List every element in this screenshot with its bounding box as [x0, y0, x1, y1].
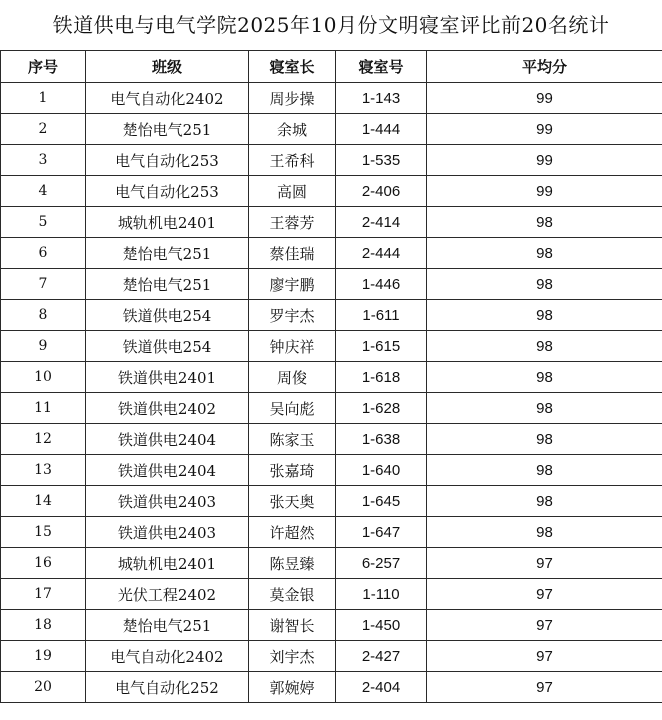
cell-leader: 罗宇杰	[249, 300, 336, 331]
table-row	[1, 579, 662, 610]
cell-leader: 张嘉琦	[249, 455, 336, 486]
cell-score: 98	[427, 269, 662, 300]
table-header	[1, 51, 662, 83]
cell-index: 20	[1, 672, 86, 703]
cell-room: 1-444	[336, 114, 427, 145]
cell-class: 楚怡电气251	[86, 610, 249, 641]
cell-room: 1-611	[336, 300, 427, 331]
cell-score: 97	[427, 548, 662, 579]
table-body	[1, 83, 662, 703]
cell-class: 电气自动化2402	[86, 83, 249, 114]
cell-class: 楚怡电气251	[86, 114, 249, 145]
cell-leader: 钟庆祥	[249, 331, 336, 362]
table-row	[1, 269, 662, 300]
cell-index: 13	[1, 455, 86, 486]
cell-index: 14	[1, 486, 86, 517]
table-row	[1, 114, 662, 145]
table-row	[1, 517, 662, 548]
cell-room: 1-628	[336, 393, 427, 424]
cell-score: 98	[427, 331, 662, 362]
cell-room: 1-618	[336, 362, 427, 393]
cell-room: 2-427	[336, 641, 427, 672]
cell-score: 99	[427, 145, 662, 176]
cell-score: 98	[427, 300, 662, 331]
cell-score: 98	[427, 207, 662, 238]
table-row	[1, 331, 662, 362]
cell-class: 城轨机电2401	[86, 548, 249, 579]
cell-room: 1-638	[336, 424, 427, 455]
cell-class: 楚怡电气251	[86, 269, 249, 300]
cell-score: 97	[427, 610, 662, 641]
table-row	[1, 393, 662, 424]
cell-index: 3	[1, 145, 86, 176]
cell-class: 楚怡电气251	[86, 238, 249, 269]
cell-leader: 王希科	[249, 145, 336, 176]
cell-class: 铁道供电254	[86, 331, 249, 362]
cell-score: 98	[427, 424, 662, 455]
header-room: 寝室号	[336, 51, 427, 83]
table-row	[1, 238, 662, 269]
table-row	[1, 145, 662, 176]
table-row	[1, 176, 662, 207]
cell-leader: 王蓉芳	[249, 207, 336, 238]
cell-index: 16	[1, 548, 86, 579]
cell-leader: 张天奥	[249, 486, 336, 517]
cell-class: 电气自动化252	[86, 672, 249, 703]
header-score: 平均分	[427, 51, 662, 83]
cell-score: 97	[427, 641, 662, 672]
cell-index: 19	[1, 641, 86, 672]
cell-room: 6-257	[336, 548, 427, 579]
cell-class: 电气自动化253	[86, 176, 249, 207]
table-row	[1, 300, 662, 331]
cell-room: 1-110	[336, 579, 427, 610]
cell-class: 铁道供电254	[86, 300, 249, 331]
cell-leader: 吴向彪	[249, 393, 336, 424]
cell-room: 1-450	[336, 610, 427, 641]
table-row	[1, 362, 662, 393]
cell-leader: 许超然	[249, 517, 336, 548]
ranking-table	[0, 50, 662, 703]
cell-room: 1-446	[336, 269, 427, 300]
header-class: 班级	[86, 51, 249, 83]
page-title: 铁道供电与电气学院2025年10月份文明寝室评比前20名统计	[52, 13, 610, 37]
cell-class: 铁道供电2403	[86, 486, 249, 517]
table-row	[1, 83, 662, 114]
cell-leader: 蔡佳瑞	[249, 238, 336, 269]
cell-class: 电气自动化2402	[86, 641, 249, 672]
cell-index: 10	[1, 362, 86, 393]
cell-index: 12	[1, 424, 86, 455]
cell-score: 99	[427, 83, 662, 114]
cell-leader: 陈昱臻	[249, 548, 336, 579]
cell-class: 铁道供电2404	[86, 424, 249, 455]
table-row	[1, 424, 662, 455]
cell-score: 98	[427, 238, 662, 269]
cell-index: 5	[1, 207, 86, 238]
cell-leader: 陈家玉	[249, 424, 336, 455]
table-row	[1, 207, 662, 238]
cell-index: 17	[1, 579, 86, 610]
cell-leader: 莫金银	[249, 579, 336, 610]
cell-room: 2-444	[336, 238, 427, 269]
cell-leader: 刘宇杰	[249, 641, 336, 672]
cell-class: 城轨机电2401	[86, 207, 249, 238]
cell-room: 1-640	[336, 455, 427, 486]
cell-index: 11	[1, 393, 86, 424]
cell-index: 2	[1, 114, 86, 145]
cell-leader: 周俊	[249, 362, 336, 393]
cell-index: 1	[1, 83, 86, 114]
cell-class: 铁道供电2402	[86, 393, 249, 424]
cell-score: 98	[427, 455, 662, 486]
table-row	[1, 455, 662, 486]
cell-score: 98	[427, 517, 662, 548]
cell-leader: 余城	[249, 114, 336, 145]
cell-room: 2-406	[336, 176, 427, 207]
cell-room: 2-414	[336, 207, 427, 238]
cell-class: 铁道供电2401	[86, 362, 249, 393]
header-row	[1, 51, 662, 83]
cell-room: 1-535	[336, 145, 427, 176]
table-row	[1, 610, 662, 641]
cell-room: 2-404	[336, 672, 427, 703]
cell-room: 1-647	[336, 517, 427, 548]
cell-index: 15	[1, 517, 86, 548]
cell-score: 97	[427, 579, 662, 610]
cell-index: 4	[1, 176, 86, 207]
cell-leader: 廖宇鹏	[249, 269, 336, 300]
table-row	[1, 641, 662, 672]
cell-index: 8	[1, 300, 86, 331]
cell-index: 9	[1, 331, 86, 362]
cell-score: 98	[427, 486, 662, 517]
cell-leader: 高圆	[249, 176, 336, 207]
cell-index: 7	[1, 269, 86, 300]
cell-leader: 郭婉婷	[249, 672, 336, 703]
cell-leader: 周步操	[249, 83, 336, 114]
cell-class: 铁道供电2403	[86, 517, 249, 548]
cell-score: 99	[427, 176, 662, 207]
cell-index: 6	[1, 238, 86, 269]
table-row	[1, 548, 662, 579]
cell-class: 光伏工程2402	[86, 579, 249, 610]
table-row	[1, 486, 662, 517]
cell-score: 98	[427, 393, 662, 424]
cell-room: 1-143	[336, 83, 427, 114]
cell-score: 98	[427, 362, 662, 393]
cell-room: 1-645	[336, 486, 427, 517]
cell-leader: 谢智长	[249, 610, 336, 641]
table-row	[1, 672, 662, 703]
header-index: 序号	[1, 51, 86, 83]
cell-class: 铁道供电2404	[86, 455, 249, 486]
cell-class: 电气自动化253	[86, 145, 249, 176]
cell-score: 97	[427, 672, 662, 703]
cell-score: 99	[427, 114, 662, 145]
cell-room: 1-615	[336, 331, 427, 362]
cell-index: 18	[1, 610, 86, 641]
header-leader: 寝室长	[249, 51, 336, 83]
